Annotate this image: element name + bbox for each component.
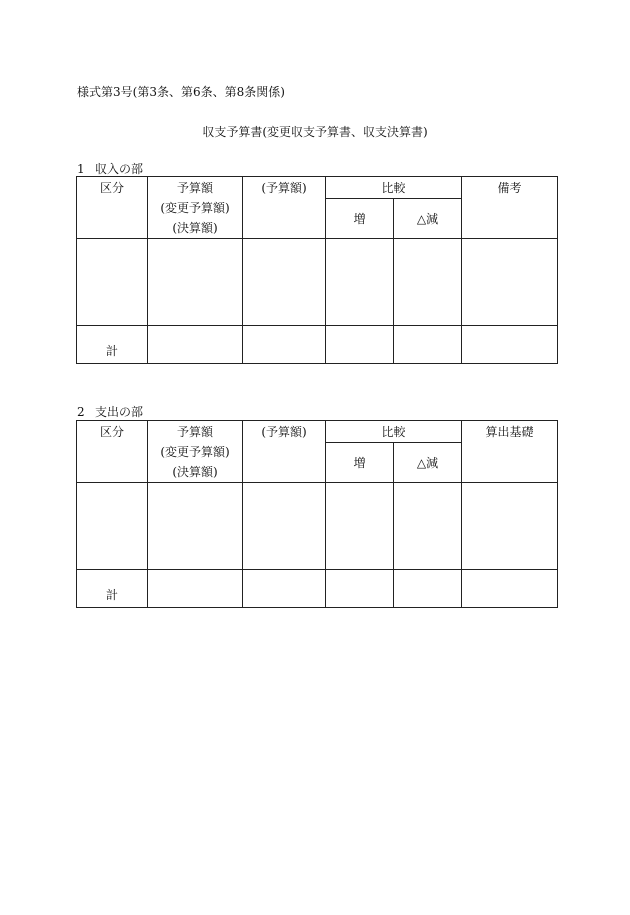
income-table xyxy=(76,176,558,364)
income-total-decrease-cell[interactable] xyxy=(394,326,462,364)
expense-total-basis-cell[interactable] xyxy=(462,570,558,608)
expense-header-increase: 増 xyxy=(326,443,394,483)
expense-header-category: 区分 xyxy=(77,421,148,483)
income-section-heading xyxy=(77,160,143,177)
expense-header-budget-line: (変更予算額) xyxy=(160,445,230,459)
expense-header-budget xyxy=(148,421,243,483)
expense-header-budget-line: 予算額 xyxy=(176,425,213,439)
expense-entry-increase-cell[interactable] xyxy=(326,483,394,570)
income-header-increase: 増 xyxy=(326,199,394,239)
expense-header-prior-budget: (予算額) xyxy=(243,421,326,483)
income-header-budget-line: 予算額 xyxy=(176,181,213,195)
expense-total-increase-cell[interactable] xyxy=(326,570,394,608)
income-section-title: 収入の部 xyxy=(95,162,144,176)
expense-section-title: 支出の部 xyxy=(95,405,144,419)
income-header-budget-line: (決算額) xyxy=(172,221,218,235)
expense-total-prior-budget-cell[interactable] xyxy=(243,570,326,608)
income-header-row xyxy=(77,177,558,199)
expense-table xyxy=(76,420,558,608)
expense-entry-basis-cell[interactable] xyxy=(462,483,558,570)
expense-total-decrease-cell[interactable] xyxy=(394,570,462,608)
expense-header-comparison: 比較 xyxy=(326,421,462,443)
expense-header-basis: 算出基礎 xyxy=(462,421,558,483)
income-header-comparison: 比較 xyxy=(326,177,462,199)
expense-section-number: 2 xyxy=(77,405,85,419)
income-entry-row xyxy=(77,239,558,326)
income-total-row xyxy=(77,326,558,364)
expense-entry-category-cell[interactable] xyxy=(77,483,148,570)
income-entry-category-cell[interactable] xyxy=(77,239,148,326)
expense-section-heading xyxy=(77,403,143,420)
income-header-budget-line: (変更予算額) xyxy=(160,201,230,215)
income-section-number: 1 xyxy=(77,162,85,176)
income-header-budget xyxy=(148,177,243,239)
expense-header-decrease: △減 xyxy=(394,443,462,483)
income-total-label: 計 xyxy=(77,326,148,364)
expense-total-label: 計 xyxy=(77,570,148,608)
income-header-decrease: △減 xyxy=(394,199,462,239)
income-total-increase-cell[interactable] xyxy=(326,326,394,364)
expense-header-row xyxy=(77,421,558,443)
income-total-prior-budget-cell[interactable] xyxy=(243,326,326,364)
income-entry-remarks-cell[interactable] xyxy=(462,239,558,326)
expense-header-budget-line: (決算額) xyxy=(172,465,218,479)
income-header-category: 区分 xyxy=(77,177,148,239)
income-header-prior-budget: (予算額) xyxy=(243,177,326,239)
income-entry-increase-cell[interactable] xyxy=(326,239,394,326)
form-number: 様式第3号(第3条、第6条、第8条関係) xyxy=(77,85,285,99)
income-entry-prior-budget-cell[interactable] xyxy=(243,239,326,326)
document-title: 収支予算書(変更収支予算書、収支決算書) xyxy=(202,125,428,139)
income-entry-decrease-cell[interactable] xyxy=(394,239,462,326)
income-entry-budget-cell[interactable] xyxy=(148,239,243,326)
expense-total-row xyxy=(77,570,558,608)
expense-entry-decrease-cell[interactable] xyxy=(394,483,462,570)
expense-entry-row xyxy=(77,483,558,570)
expense-total-budget-cell[interactable] xyxy=(148,570,243,608)
expense-entry-budget-cell[interactable] xyxy=(148,483,243,570)
expense-entry-prior-budget-cell[interactable] xyxy=(243,483,326,570)
income-total-remarks-cell[interactable] xyxy=(462,326,558,364)
income-total-budget-cell[interactable] xyxy=(148,326,243,364)
income-header-remarks: 備考 xyxy=(462,177,558,239)
